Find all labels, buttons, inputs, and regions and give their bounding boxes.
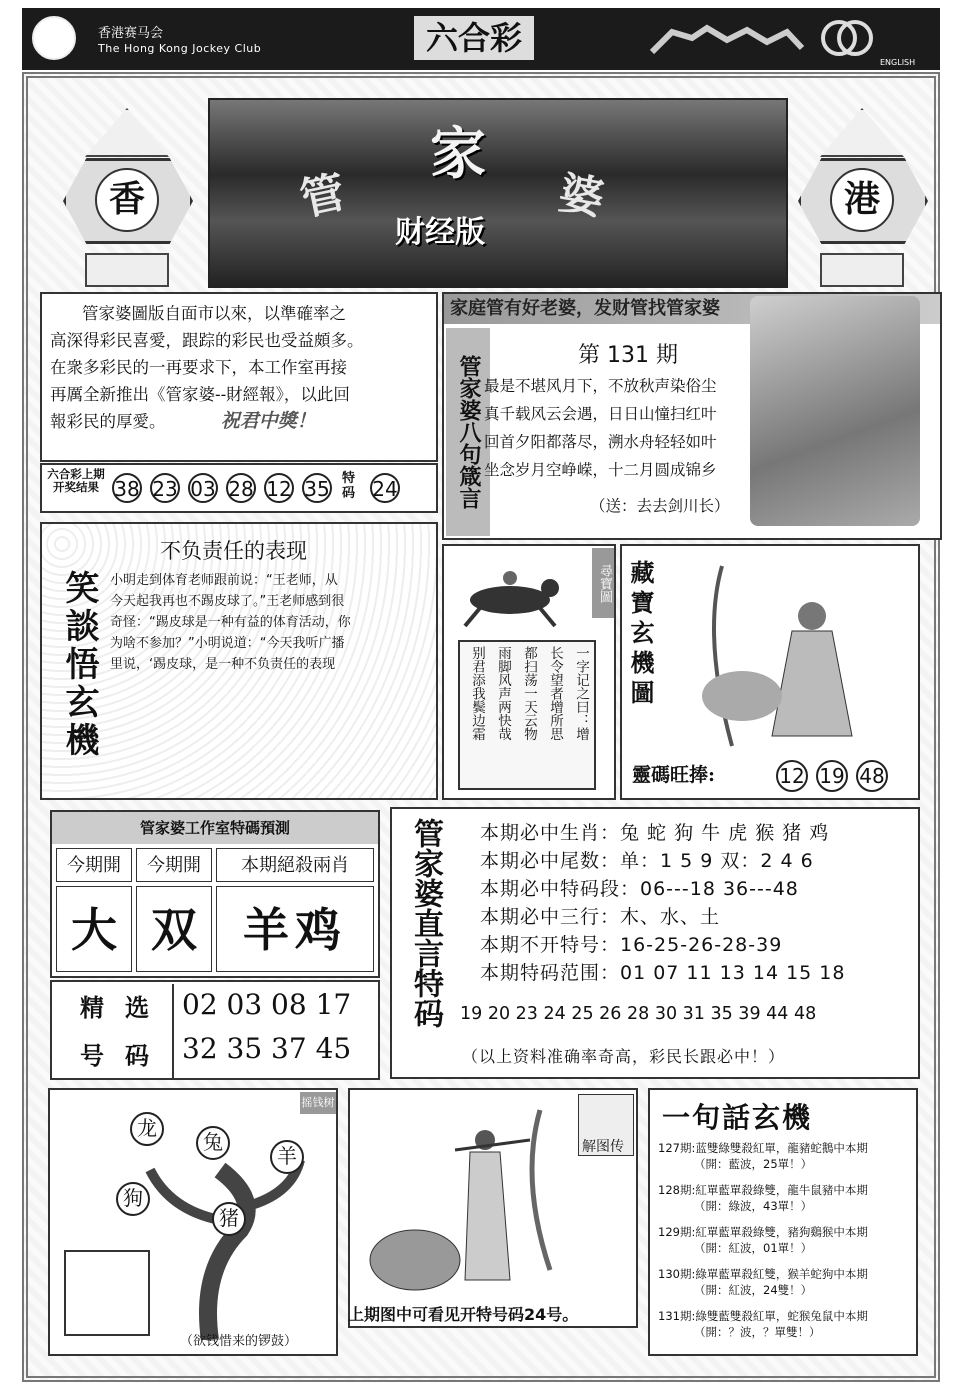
joke-title: 不负责任的表现 <box>160 539 307 563</box>
club-name-en: The Hong Kong Jockey Club <box>98 42 262 55</box>
riddle-result: （開：紅波，24雙！） <box>694 1283 813 1297</box>
joke-side-title: 笑談悟玄機 <box>59 570 99 760</box>
result-ball: 35 <box>302 473 332 503</box>
prediction-header: 管家婆工作室特碼預測 <box>52 812 378 844</box>
pick-row: 32 35 37 45 <box>182 1032 352 1065</box>
riddle-result: （開：？波，？單雙！） <box>694 1325 821 1339</box>
riddle-result: （開：藍波，25單！） <box>694 1157 813 1171</box>
prediction-parity: 双 <box>136 886 212 972</box>
joke-line: 奇怪：“踢皮球是一种有益的体育活动，你 <box>110 615 351 630</box>
scroll-tag: 尋寶圖 <box>592 548 614 618</box>
animal-coin: 兔 <box>196 1126 230 1160</box>
prediction-col-label: 本期絕殺兩肖 <box>216 848 374 882</box>
header-bar <box>22 8 940 70</box>
intro-sign: 祝君中獎！ <box>220 410 316 432</box>
poem-line: 回首夕阳都落尽，溯水舟轻轻如叶 <box>484 433 717 451</box>
pick-label: 号 <box>80 1041 104 1070</box>
animal-coin: 狗 <box>116 1182 150 1216</box>
issue-number: 第 131 期 <box>578 343 678 368</box>
header-title: 六合彩 <box>414 16 534 60</box>
intro-line: 管家婆圖版自面市以來，以準確率之 <box>82 304 346 323</box>
poem-credit: （送：去去剑川长） <box>590 497 730 515</box>
statement-line: 本期不开特号：16-25-26-28-39 <box>480 934 783 956</box>
statement-line: 本期特码范围：01 07 11 13 14 15 18 <box>480 962 846 984</box>
result-ball: 03 <box>188 473 218 503</box>
prediction-kill: 羊鸡 <box>216 886 374 972</box>
prediction-col-label: 今期開 <box>136 848 212 882</box>
statement-line: 本期必中三行：木、水、土 <box>480 906 721 928</box>
riddle-line: 131期:綠雙藍雙殺紅單，蛇猴兔鼠中本期 <box>658 1309 868 1323</box>
flute-player-illustration <box>360 1100 580 1310</box>
riddles-title: 一句話玄機 <box>662 1101 813 1134</box>
banner-title-right: 婆 <box>555 167 608 226</box>
pick-label: 精 <box>80 993 104 1022</box>
pick-row: 02 03 08 17 <box>182 988 352 1021</box>
puzzle-caption: 上期图中可看见开特号码24号。 <box>348 1305 579 1324</box>
puzzle-tag: 解图传 <box>582 1139 624 1155</box>
scholar-illustration <box>662 556 912 756</box>
lucky-ball: 48 <box>856 760 888 792</box>
result-ball: 28 <box>226 473 256 503</box>
riddle-result: （開：綠波，43單！） <box>694 1199 813 1213</box>
special-ball: 24 <box>370 473 400 503</box>
horse-rider-icon <box>455 560 565 630</box>
riddle-result: （開：紅波，01單！） <box>694 1241 813 1255</box>
lucky-ball: 19 <box>816 760 848 792</box>
money-tree-tag: 摇钱树 <box>300 1092 336 1114</box>
lucky-numbers-label: 靈碼旺捧: <box>632 764 716 786</box>
intro-box <box>40 292 438 462</box>
statement-line: 本期必中特码段：06---18 36---48 <box>480 878 799 900</box>
poem-line: 真千载风云会遇，日日山憧扫红叶 <box>484 405 717 423</box>
treasure-title: 藏寶玄機圖 <box>626 560 655 710</box>
lucky-ball: 12 <box>776 760 808 792</box>
pick-label: 选 <box>125 993 149 1022</box>
joke-line: 里说，‘踢皮球，是一种不负责任的表现 <box>110 657 336 672</box>
intro-line: 報彩民的厚愛。 <box>50 412 166 431</box>
intro-line: 再厲全新推出《管家婆--財經報》，以此回 <box>50 385 350 404</box>
scroll-col: 长令望者增所思 <box>547 646 563 741</box>
money-tree-box <box>48 1088 338 1356</box>
joke-text <box>110 570 430 675</box>
statement-extra: 19 20 23 24 25 26 28 30 31 35 39 44 48 <box>460 1004 817 1024</box>
joke-line: 今天起我再也不踢皮球了。”王老师感到很 <box>110 594 345 609</box>
joke-line: 为啥不参加？”小明说道：“今天我听广播 <box>110 636 345 651</box>
poem-side-title: 管家婆八句箴言 <box>446 328 490 536</box>
scroll-col: 雨脚风声两快哉 <box>495 646 511 741</box>
result-ball: 38 <box>112 473 142 503</box>
banner-title-top: 家 <box>430 121 486 187</box>
scroll-paper <box>458 640 596 790</box>
poem-line: 坐念岁月空峥嵘，十二月圆成锦乡 <box>484 461 717 479</box>
lottery-logo-icon <box>817 18 877 58</box>
lantern-right-char: 港 <box>830 168 894 232</box>
scroll-col: 一字记之曰：增 <box>573 646 589 741</box>
riddles-list <box>658 1140 914 1340</box>
pick-label: 码 <box>125 1041 149 1070</box>
special-label: 特码 <box>342 471 356 501</box>
puzzle-box <box>348 1088 638 1328</box>
riddle-line: 130期:綠單藍單殺紅雙，猴羊蛇狗中本期 <box>658 1267 868 1281</box>
riddle-line: 128期:紅單藍單殺綠雙，龍牛鼠豬中本期 <box>658 1183 868 1197</box>
animal-coin: 龙 <box>130 1112 164 1146</box>
intro-line: 在衆多彩民的一再要求下，本工作室再接 <box>50 358 347 377</box>
statement-line: 本期必中尾数：单：1 5 9 双：2 4 6 <box>480 850 814 872</box>
poem-line: 最是不堪风月下，不放秋声染俗尘 <box>484 377 717 395</box>
landscape-illustration <box>750 296 920 526</box>
statements-side-title: 管家婆直言特码 <box>408 818 443 1028</box>
jockey-club-logo <box>32 16 76 60</box>
scroll-col: 都扫荡一天云物 <box>521 646 537 741</box>
prediction-col-label: 今期開 <box>56 848 132 882</box>
prediction-size: 大 <box>56 886 132 972</box>
animal-coin: 猪 <box>212 1202 246 1236</box>
banner-title-left: 管 <box>296 166 350 226</box>
lantern-left <box>55 88 195 298</box>
joke-line: 小明走到体育老师跟前说：“王老师，从 <box>110 573 338 588</box>
blank-box <box>64 1250 150 1336</box>
banner-subtitle: 财经版 <box>395 215 485 250</box>
last-result-box <box>40 463 438 513</box>
scroll-col: 别君添我鬓边霜 <box>469 646 485 741</box>
club-name-cn: 香港赛马会 <box>98 26 164 41</box>
riddle-line: 129期:紅單藍單殺綠雙，豬狗鷄猴中本期 <box>658 1225 868 1239</box>
intro-line: 高深得彩民喜愛，跟踪的彩民也受益頗多。 <box>50 331 364 350</box>
animal-coin: 羊 <box>270 1140 304 1174</box>
horses-icon <box>647 18 807 62</box>
lantern-left-char: 香 <box>95 168 159 232</box>
result-ball: 23 <box>150 473 180 503</box>
english-link[interactable]: ENGLISH <box>880 58 916 67</box>
lantern-right <box>790 88 930 298</box>
result-ball: 12 <box>264 473 294 503</box>
poem-header: 家庭管有好老婆，发财管找管家婆 <box>444 294 940 324</box>
statement-line: 本期必中生肖：兔 蛇 狗 牛 虎 猴 猪 鸡 <box>480 822 830 844</box>
money-tree-caption: （欲钱惜来的锣鼓） <box>180 1334 298 1349</box>
title-banner <box>208 98 788 288</box>
statement-note: （以上资料准确率奇高，彩民长跟必中！） <box>462 1047 786 1066</box>
last-result-label: 六合彩上期开奖结果 <box>47 467 105 494</box>
riddle-line: 127期:蓝雙綠雙殺紅單，龍豬蛇鵝中本期 <box>658 1141 868 1155</box>
